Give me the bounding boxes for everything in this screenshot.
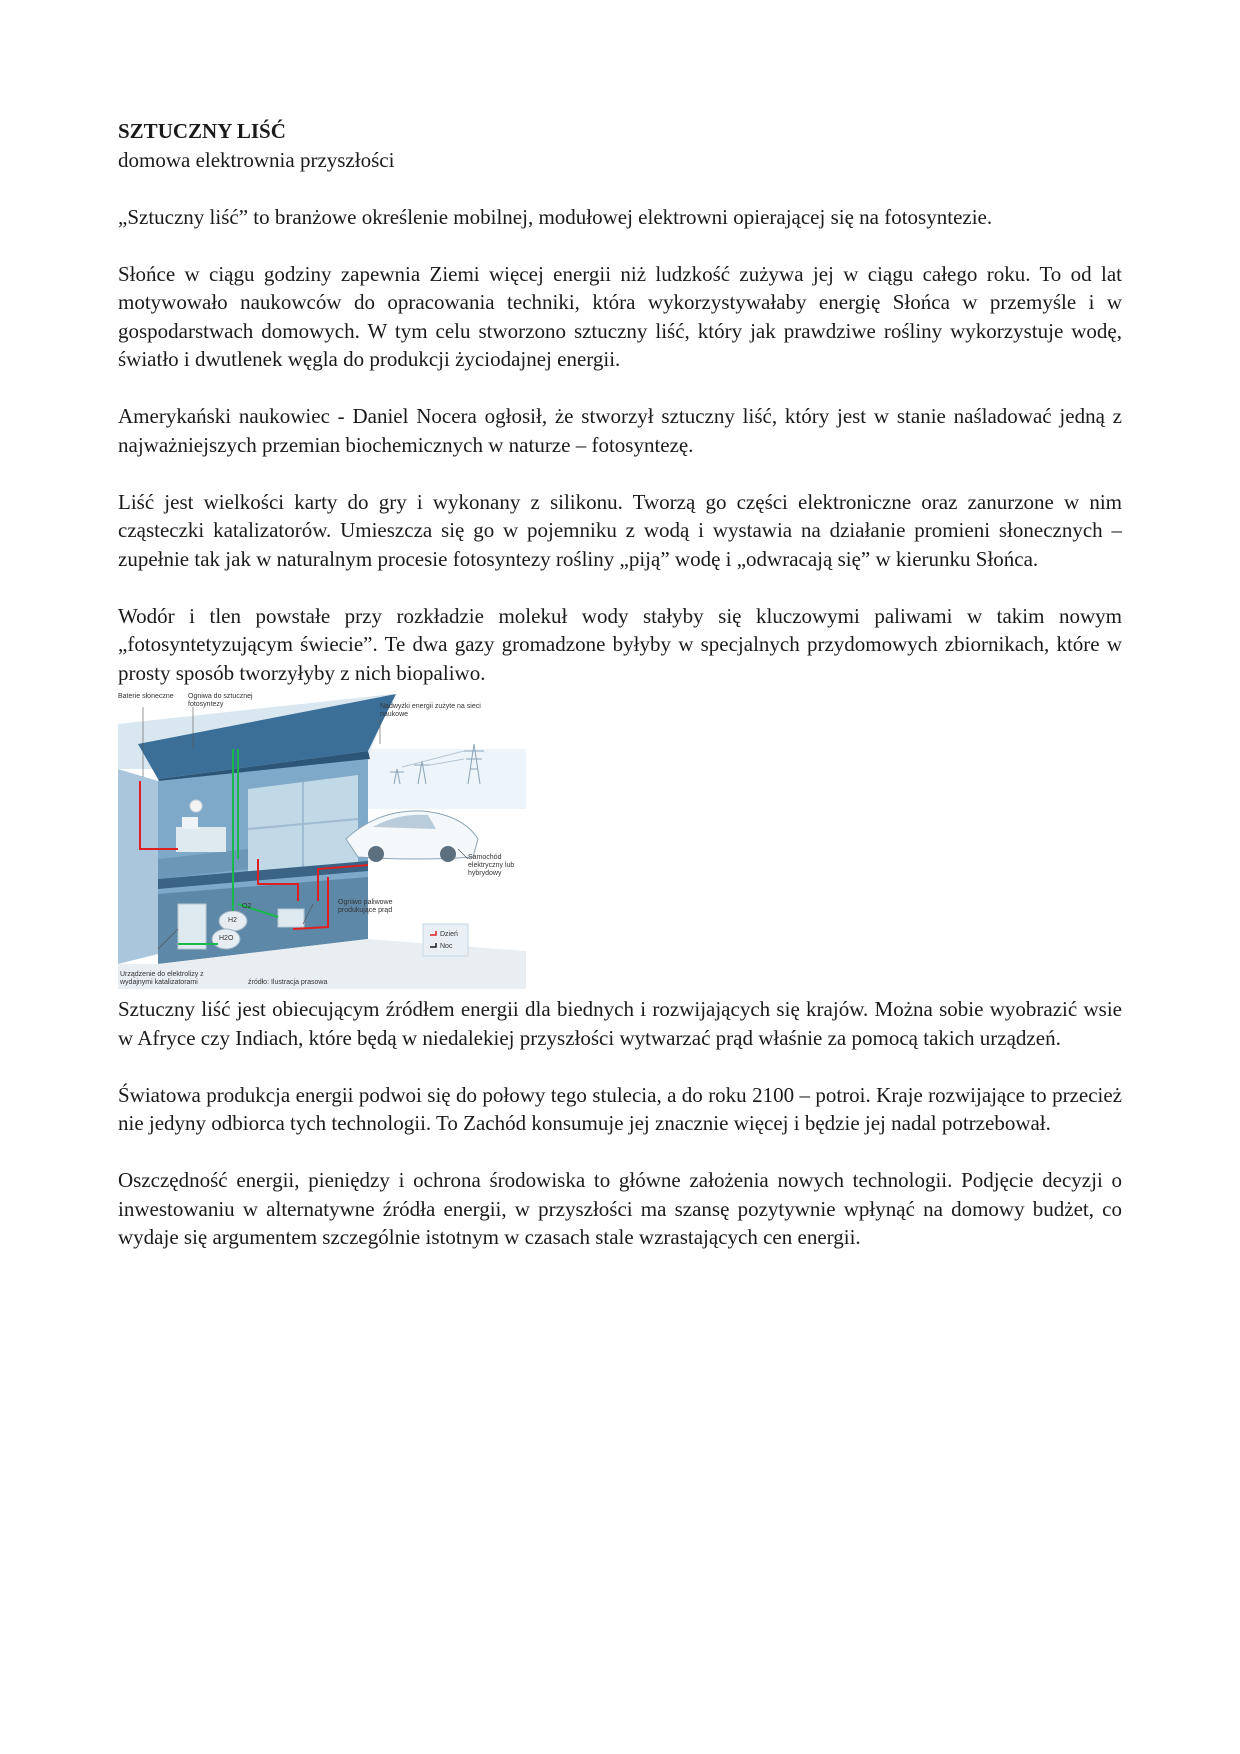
label-fuel-cell: Ogniwo paliwowe produkujące prąd [338, 899, 393, 914]
document-title: SZTUCZNY LIŚĆ [118, 119, 286, 143]
legend-night-label: Noc [440, 943, 453, 950]
paragraph: Oszczędność energii, pieniędzy i ochrona środowiska to główne założenia nowych technologii. Podjęcie decyzji o inwestowaniu w alternatywne źródła energii, w przyszłości ma szansę pozytywnie wpłynąć na domowy budżet, co wydaje się argumentem szczególnie istotnym w czasach stale wzrastających cen energii. [118, 1168, 1122, 1249]
house-diagram [118, 689, 526, 989]
paragraph: Sztuczny liść jest obiecującym źródłem energii dla biednych i rozwijających się krajów. Można sobie wyobrazić wsie w Afryce czy Indiach, które będą w niedalekiej przyszłości wytwarzać prąd właśnie za pomocą takich urządzeń. [118, 997, 1122, 1050]
label-solar-battery: Baterie słoneczne [118, 693, 174, 700]
label-h2o: H2O [219, 935, 234, 942]
document-content [118, 117, 1122, 1280]
paragraph: Słońce w ciągu godziny zapewnia Ziemi więcej energii niż ludzkość zużywa jej w ciągu całego roku. To od lat motywowało naukowców do opracowania techniki, która wykorzystywałaby energię Słońca w przemyśle i w gospodarstwach domowych. W tym celu stworzono sztuczny liść, który jak prawdziwe rośliny wykorzystuje wodę, światło i dwutlenek węgla do produkcji życiodajnej energii. [118, 261, 1122, 371]
figure-credit: źródło: Ilustracja prasowa [248, 979, 328, 986]
label-electric-car: Samochód elektryczny lub hybrydowy [468, 854, 515, 877]
paragraph: Światowa produkcja energii podwoi się do połowy tego stulecia, a do roku 2100 – potroi. Kraje rozwijające to przecież nie jedyny odbiorca tych technologii. To Zachód konsumuje jej znacznie więcej i będzie jej nadal potrzebował. [118, 1082, 1122, 1135]
label-electrolysis-device: Urządzenie do elektrolizy z wydajnymi katalizatorami [120, 971, 204, 986]
paragraph: Wodór i tlen powstałe przy rozkładzie molekuł wody stałyby się kluczowymi paliwami w takim nowym „fotosyntetyzującym świecie”. Te dwa gazy gromadzone byłyby w specjalnych przydomowych zbiornikach, które w prosty sposób tworzyłyby z nich biopaliwo. [118, 603, 1122, 685]
label-o2: O2 [242, 903, 252, 910]
label-grid-surplus: Nadwyżki energii zużyte na sieci naukowe [380, 703, 481, 718]
artificial-leaf-house-illustration [118, 689, 526, 989]
paragraph: Amerykański naukowiec - Daniel Nocera ogłosił, że stworzył sztuczny liść, który jest w stanie naśladować jedną z najważniejszych przemian biochemicznych w naturze – fotosyntezę. [118, 404, 1122, 457]
label-photosynthesis-cells: Ogniwa do sztucznej fotosyntezy [188, 693, 253, 708]
legend-day-label: Dzień [440, 931, 458, 938]
document-subtitle: domowa elektrownia przyszłości [118, 147, 395, 172]
paragraph: Liść jest wielkości karty do gry i wykonany z silikonu. Tworzą go części elektroniczne oraz zanurzone w nim cząsteczki katalizatorów. Umieszcza się go w pojemniku z wodą i wystawia na działanie promieni słonecznych – zupełnie tak jak w naturalnym procesie fotosyntezy rośliny „piją” wodę i „odwracają się” w kierunku Słońca. [118, 489, 1122, 571]
legend-box [423, 924, 468, 956]
label-h2: H2 [228, 917, 237, 924]
paragraph: „Sztuczny liść” to branżowe określenie mobilnej, modułowej elektrowni opierającej się na fotosyntezie. [118, 204, 993, 229]
